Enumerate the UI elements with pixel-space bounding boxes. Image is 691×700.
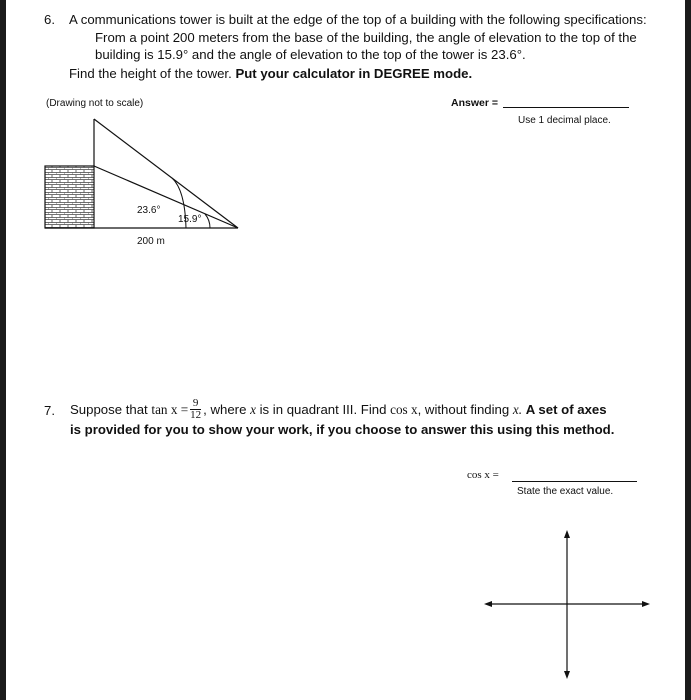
q6-line3: building is 15.9° and the angle of elevation to the top of the tower is 23.6°. xyxy=(95,47,526,62)
q7-cos-expr: cos x xyxy=(390,401,418,417)
y-axis-top-arrow-icon xyxy=(564,530,570,538)
q7-text-a: Suppose that xyxy=(70,401,148,417)
x-axis-right-arrow-icon xyxy=(642,601,650,607)
distance-label: 200 m xyxy=(137,236,165,247)
angle-label-small: 15.9° xyxy=(178,214,202,225)
q7-var-x2: x. xyxy=(512,401,523,417)
q6-calculator-note: Put your calculator in DEGREE mode. xyxy=(235,66,473,81)
q7-var-x: x xyxy=(250,401,256,417)
q6-number: 6. xyxy=(44,12,55,27)
x-axis-left-arrow-icon xyxy=(484,601,492,607)
q7-text-b: , where xyxy=(203,401,247,417)
q7-number: 7. xyxy=(44,403,55,418)
q6-instruction: Find the height of the tower. xyxy=(69,66,232,81)
q7-bold-a: A set of axes xyxy=(525,401,607,417)
q7-line2: is provided for you to show your work, if you choose to answer this using this method. xyxy=(70,422,615,437)
q7-text-d: , without finding xyxy=(417,401,510,417)
y-axis-bottom-arrow-icon xyxy=(564,671,570,679)
q6-line2: From a point 200 meters from the base of the building, the angle of elevation to the top of the xyxy=(95,30,637,45)
q7-text-c: is in quadrant III. Find xyxy=(259,401,387,417)
q7-answer-hint: State the exact value. xyxy=(517,486,614,497)
angle-label-large: 23.6° xyxy=(137,205,161,216)
fraction-numerator: 9 xyxy=(190,398,201,410)
q7-answer-label: cos x = xyxy=(467,469,499,481)
q6-answer-label: Answer = xyxy=(451,97,498,109)
drawing-note: (Drawing not to scale) xyxy=(46,98,144,109)
q7-tan-expr: tan x = xyxy=(151,401,189,417)
q6-answer-hint: Use 1 decimal place. xyxy=(518,115,611,126)
fraction-denominator: 12 xyxy=(190,408,202,421)
q6-line1: A communications tower is built at the edge of the top of a building with the following specifications: xyxy=(69,12,647,27)
